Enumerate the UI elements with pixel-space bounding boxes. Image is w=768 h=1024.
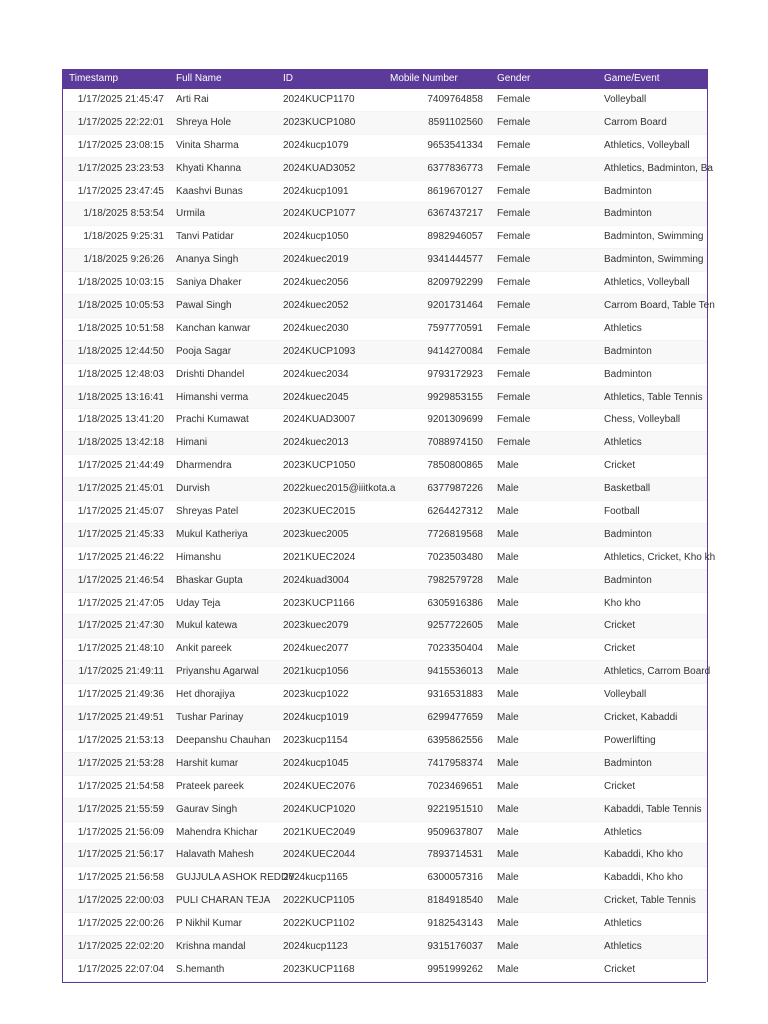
- full-name-cell: Urmila: [176, 208, 205, 220]
- game-event-cell: Kabaddi, Table Tennis: [604, 803, 702, 815]
- game-event-cell: Athletics, Badminton, Ba: [604, 162, 713, 174]
- gender-cell: Male: [497, 689, 519, 701]
- game-event-cell: Badminton: [604, 368, 652, 380]
- table-row: [63, 181, 707, 204]
- full-name-cell: Kanchan kanwar: [176, 322, 251, 334]
- mobile-number-cell: 7023503480: [427, 551, 483, 563]
- mobile-number-cell: 9182543143: [427, 918, 483, 930]
- table-row: [63, 501, 707, 524]
- table-row: [63, 822, 707, 845]
- table-row: [63, 387, 707, 410]
- timestamp-cell: 1/18/2025 10:51:58: [77, 322, 164, 334]
- table-row: [63, 707, 707, 730]
- timestamp-cell: 1/17/2025 23:23:53: [77, 162, 164, 174]
- mobile-number-cell: 9201309699: [427, 414, 483, 426]
- game-event-cell: Athletics: [604, 826, 642, 838]
- table-row: [63, 524, 707, 547]
- mobile-number-cell: 9929853155: [427, 391, 483, 403]
- timestamp-cell: 1/17/2025 21:53:13: [77, 734, 164, 746]
- gender-cell: Male: [497, 574, 519, 586]
- table-row: [63, 867, 707, 890]
- game-event-cell: Badminton: [604, 574, 652, 586]
- game-event-cell: Badminton, Swimming: [604, 231, 704, 243]
- mobile-number-cell: 7417958374: [427, 757, 483, 769]
- id-cell: 2024kucp1019: [283, 712, 349, 724]
- gender-cell: Male: [497, 666, 519, 678]
- timestamp-cell: 1/17/2025 21:44:49: [77, 460, 164, 472]
- gender-cell: Male: [497, 780, 519, 792]
- gender-cell: Male: [497, 826, 519, 838]
- timestamp-cell: 1/18/2025 10:05:53: [77, 300, 164, 312]
- id-cell: 2023KUCP1168: [283, 963, 355, 975]
- full-name-cell: Priyanshu Agarwal: [176, 666, 259, 678]
- gender-cell: Male: [497, 597, 519, 609]
- timestamp-cell: 1/17/2025 23:08:15: [77, 139, 164, 151]
- mobile-number-cell: 9509637807: [427, 826, 483, 838]
- id-cell: 2024KUAD3052: [283, 162, 356, 174]
- header-gender: Gender: [497, 73, 531, 84]
- full-name-cell: Krishna mandal: [176, 940, 246, 952]
- mobile-number-cell: 8209792299: [427, 277, 483, 289]
- id-cell: 2022KUCP1105: [283, 895, 355, 907]
- full-name-cell: Saniya Dhaker: [176, 277, 242, 289]
- full-name-cell: Durvish: [176, 483, 210, 495]
- id-cell: 2024kuec2034: [283, 368, 349, 380]
- table-row: [63, 799, 707, 822]
- gender-cell: Male: [497, 643, 519, 655]
- table-row: [63, 432, 707, 455]
- id-cell: 2024kuec2045: [283, 391, 349, 403]
- full-name-cell: Mukul katewa: [176, 620, 238, 632]
- id-cell: 2021KUEC2049: [283, 826, 356, 838]
- timestamp-cell: 1/18/2025 13:42:18: [77, 437, 164, 449]
- game-event-cell: Badminton, Swimming: [604, 254, 704, 266]
- id-cell: 2024kucp1050: [283, 231, 349, 243]
- id-cell: 2021KUEC2024: [283, 551, 356, 563]
- id-cell: 2023KUCP1166: [283, 597, 355, 609]
- game-event-cell: Cricket: [604, 780, 636, 792]
- mobile-number-cell: 9221951510: [427, 803, 483, 815]
- mobile-number-cell: 7893714531: [427, 849, 483, 861]
- header-id: ID: [283, 73, 293, 84]
- game-event-cell: Athletics, Table Tennis: [604, 391, 703, 403]
- game-event-cell: Cricket: [604, 963, 636, 975]
- game-event-cell: Kabaddi, Kho kho: [604, 849, 683, 861]
- game-event-cell: Athletics: [604, 437, 642, 449]
- gender-cell: Male: [497, 872, 519, 884]
- table-row: [63, 409, 707, 432]
- game-event-cell: Athletics, Volleyball: [604, 139, 690, 151]
- table-row: [63, 890, 707, 913]
- game-event-cell: Basketball: [604, 483, 651, 495]
- id-cell: 2024KUCP1077: [283, 208, 356, 220]
- game-event-cell: Athletics, Volleyball: [604, 277, 690, 289]
- full-name-cell: GUJJULA ASHOK REDDY: [176, 872, 295, 884]
- mobile-number-cell: 6377836773: [427, 162, 483, 174]
- timestamp-cell: 1/17/2025 22:00:26: [77, 918, 164, 930]
- full-name-cell: Prachi Kumawat: [176, 414, 249, 426]
- table-header: [63, 69, 707, 89]
- full-name-cell: Khyati Khanna: [176, 162, 242, 174]
- mobile-number-cell: 9653541334: [427, 139, 483, 151]
- table-body: [63, 89, 716, 982]
- table-row: [63, 684, 707, 707]
- id-cell: 2024kucp1123: [283, 940, 348, 952]
- game-event-cell: Badminton: [604, 528, 652, 540]
- table-row: [63, 295, 715, 318]
- gender-cell: Male: [497, 460, 519, 472]
- timestamp-cell: 1/17/2025 22:22:01: [77, 116, 164, 128]
- full-name-cell: Mahendra Khichar: [176, 826, 258, 838]
- game-event-cell: Athletics, Cricket, Kho kh: [604, 551, 716, 563]
- table-row: [63, 593, 707, 616]
- timestamp-cell: 1/18/2025 13:41:20: [77, 414, 164, 426]
- timestamp-cell: 1/17/2025 21:54:58: [77, 780, 164, 792]
- timestamp-cell: 1/18/2025 12:48:03: [77, 368, 164, 380]
- table-bottom-border: [62, 982, 706, 983]
- table-row: [63, 341, 707, 364]
- id-cell: 2023KUCP1050: [283, 460, 356, 472]
- mobile-number-cell: 9341444577: [427, 254, 483, 266]
- timestamp-cell: 1/17/2025 21:49:36: [77, 689, 164, 701]
- table-row: [63, 753, 707, 776]
- table-row: [63, 844, 707, 867]
- gender-cell: Male: [497, 757, 519, 769]
- game-event-cell: Volleyball: [604, 94, 647, 105]
- game-event-cell: Kabaddi, Kho kho: [604, 872, 683, 884]
- gender-cell: Male: [497, 803, 519, 815]
- game-event-cell: Cricket, Kabaddi: [604, 712, 678, 724]
- timestamp-cell: 1/17/2025 22:02:20: [77, 940, 164, 952]
- id-cell: 2024kuad3004: [283, 574, 350, 586]
- table-row: [63, 638, 707, 661]
- full-name-cell: Shreya Hole: [176, 116, 232, 128]
- registration-sheet: [62, 69, 716, 982]
- timestamp-cell: 1/17/2025 21:45:47: [77, 94, 164, 105]
- mobile-number-cell: 6264427312: [427, 506, 483, 518]
- gender-cell: Male: [497, 849, 519, 861]
- full-name-cell: Prateek pareek: [176, 780, 244, 792]
- id-cell: 2023kucp1022: [283, 689, 349, 701]
- table-row: [63, 661, 711, 684]
- full-name-cell: Himanshu: [176, 551, 222, 563]
- id-cell: 2024KUCP1020: [283, 803, 356, 815]
- gender-cell: Male: [497, 963, 519, 975]
- gender-cell: Male: [497, 918, 519, 930]
- mobile-number-cell: 8619670127: [427, 185, 483, 197]
- game-event-cell: Cricket: [604, 620, 636, 632]
- id-cell: 2022kuec2015@iiitkota.a: [283, 483, 396, 495]
- full-name-cell: Shreyas Patel: [176, 506, 239, 518]
- gender-cell: Female: [497, 185, 531, 197]
- table-row: [63, 730, 707, 753]
- game-event-cell: Cricket: [604, 643, 636, 655]
- table-row: [63, 570, 707, 593]
- full-name-cell: Himani: [176, 437, 208, 449]
- mobile-number-cell: 6367437217: [427, 208, 483, 220]
- full-name-cell: PULI CHARAN TEJA: [176, 895, 271, 907]
- mobile-number-cell: 9951999262: [427, 963, 483, 975]
- full-name-cell: Tanvi Patidar: [176, 231, 234, 243]
- timestamp-cell: 1/17/2025 21:47:30: [77, 620, 164, 632]
- game-event-cell: Athletics: [604, 918, 642, 930]
- timestamp-cell: 1/17/2025 21:49:11: [78, 666, 164, 678]
- game-event-cell: Badminton: [604, 345, 652, 357]
- mobile-number-cell: 6377987226: [427, 483, 483, 495]
- gender-cell: Male: [497, 712, 519, 724]
- table-row: [63, 364, 707, 387]
- game-event-cell: Cricket: [604, 460, 636, 472]
- id-cell: 2024kuec2052: [283, 300, 349, 312]
- full-name-cell: Uday Teja: [176, 597, 221, 609]
- header-game-event: Game/Event: [604, 73, 660, 84]
- timestamp-cell: 1/17/2025 21:45:33: [77, 528, 164, 540]
- game-event-cell: Athletics, Carrom Board: [604, 666, 711, 678]
- id-cell: 2022KUCP1102: [283, 918, 355, 930]
- table-row: [63, 158, 713, 181]
- header-timestamp: Timestamp: [69, 73, 119, 84]
- mobile-number-cell: 6299477659: [427, 712, 483, 724]
- id-cell: 2023kucp1154: [283, 734, 348, 746]
- timestamp-cell: 1/17/2025 21:45:01: [77, 483, 164, 495]
- timestamp-cell: 1/17/2025 22:07:04: [77, 963, 164, 975]
- id-cell: 2024kuec2030: [283, 322, 349, 334]
- id-cell: 2024kucp1165: [283, 872, 348, 884]
- gender-cell: Male: [497, 895, 519, 907]
- full-name-cell: Kaashvi Bunas: [176, 185, 243, 197]
- gender-cell: Female: [497, 345, 531, 357]
- mobile-number-cell: 7982579728: [427, 574, 483, 586]
- gender-cell: Female: [497, 391, 531, 403]
- timestamp-cell: 1/17/2025 21:46:22: [77, 551, 164, 563]
- id-cell: 2024KUCP1093: [283, 345, 356, 357]
- mobile-number-cell: 8982946057: [427, 231, 483, 243]
- game-event-cell: Carrom Board, Table Ten: [604, 300, 715, 312]
- game-event-cell: Volleyball: [604, 689, 647, 701]
- game-event-cell: Football: [604, 506, 640, 518]
- gender-cell: Male: [497, 528, 519, 540]
- game-event-cell: Badminton: [604, 757, 652, 769]
- mobile-number-cell: 7597770591: [427, 322, 483, 334]
- full-name-cell: Deepanshu Chauhan: [176, 734, 271, 746]
- timestamp-cell: 1/18/2025 13:16:41: [77, 391, 164, 403]
- table-row: [63, 913, 707, 936]
- table-row: [63, 272, 707, 295]
- full-name-cell: P Nikhil Kumar: [176, 918, 242, 930]
- gender-cell: Female: [497, 162, 531, 174]
- id-cell: 2024kucp1079: [283, 139, 349, 151]
- timestamp-cell: 1/17/2025 21:56:09: [77, 826, 164, 838]
- mobile-number-cell: 7409764858: [427, 94, 483, 105]
- mobile-number-cell: 7726819568: [427, 528, 483, 540]
- mobile-number-cell: 6305916386: [427, 597, 483, 609]
- game-event-cell: Badminton: [604, 185, 652, 197]
- gender-cell: Male: [497, 551, 519, 563]
- game-event-cell: Athletics: [604, 940, 642, 952]
- timestamp-cell: 1/18/2025 10:03:15: [77, 277, 164, 289]
- mobile-number-cell: 9316531883: [427, 689, 483, 701]
- table-row: [63, 112, 707, 135]
- gender-cell: Male: [497, 734, 519, 746]
- id-cell: 2024KUEC2076: [283, 780, 356, 792]
- timestamp-cell: 1/18/2025 12:44:50: [77, 345, 164, 357]
- gender-cell: Female: [497, 277, 531, 289]
- id-cell: 2024KUAD3007: [283, 414, 356, 426]
- full-name-cell: Himanshi verma: [176, 391, 249, 403]
- game-event-cell: Athletics: [604, 322, 642, 334]
- timestamp-cell: 1/17/2025 23:47:45: [77, 185, 164, 197]
- table-row: [63, 959, 707, 982]
- id-cell: 2024kuec2013: [283, 437, 349, 449]
- table-row: [63, 135, 707, 158]
- timestamp-cell: 1/17/2025 21:46:54: [77, 574, 164, 586]
- game-event-cell: Chess, Volleyball: [604, 414, 681, 426]
- id-cell: 2024kuec2019: [283, 254, 349, 266]
- table-row: [63, 936, 707, 959]
- timestamp-cell: 1/17/2025 21:56:17: [77, 849, 164, 861]
- table-row: [63, 89, 707, 112]
- header-full-name: Full Name: [176, 73, 222, 84]
- id-cell: 2023kuec2079: [283, 620, 349, 632]
- table-row: [63, 615, 707, 638]
- full-name-cell: Pooja Sagar: [176, 345, 232, 357]
- id-cell: 2023KUEC2015: [283, 506, 356, 518]
- table-row: [63, 455, 707, 478]
- gender-cell: Female: [497, 208, 531, 220]
- mobile-number-cell: 7023469651: [427, 780, 483, 792]
- full-name-cell: S.hemanth: [176, 963, 225, 975]
- mobile-number-cell: 9257722605: [427, 620, 483, 632]
- id-cell: 2024kucp1045: [283, 757, 349, 769]
- full-name-cell: Mukul Katheriya: [176, 528, 248, 540]
- mobile-number-cell: 6300057316: [427, 872, 483, 884]
- full-name-cell: Vinita Sharma: [176, 139, 239, 151]
- id-cell: 2024kuec2077: [283, 643, 349, 655]
- mobile-number-cell: 8184918540: [427, 895, 483, 907]
- full-name-cell: Pawal Singh: [176, 300, 232, 312]
- gender-cell: Female: [497, 116, 531, 128]
- gender-cell: Female: [497, 414, 531, 426]
- id-cell: 2024kucp1091: [283, 185, 349, 197]
- full-name-cell: Tushar Parinay: [176, 712, 244, 724]
- gender-cell: Female: [497, 437, 531, 449]
- mobile-number-cell: 9793172923: [427, 368, 483, 380]
- game-event-cell: Badminton: [604, 208, 652, 220]
- table-row: [63, 226, 707, 249]
- table-row: [63, 776, 707, 799]
- timestamp-cell: 1/17/2025 22:00:03: [77, 895, 164, 907]
- id-cell: 2024KUCP1170: [283, 94, 355, 105]
- gender-cell: Female: [497, 368, 531, 380]
- game-event-cell: Powerlifting: [604, 734, 656, 746]
- gender-cell: Female: [497, 254, 531, 266]
- full-name-cell: Harshit kumar: [176, 757, 239, 769]
- full-name-cell: Dharmendra: [176, 460, 232, 472]
- full-name-cell: Gaurav Singh: [176, 803, 238, 815]
- game-event-cell: Carrom Board: [604, 116, 667, 128]
- mobile-number-cell: 9414270084: [427, 345, 483, 357]
- id-cell: 2024kuec2056: [283, 277, 349, 289]
- timestamp-cell: 1/17/2025 21:53:28: [77, 757, 164, 769]
- full-name-cell: Ananya Singh: [176, 254, 239, 266]
- timestamp-cell: 1/18/2025 9:26:26: [83, 254, 164, 266]
- full-name-cell: Het dhorajiya: [176, 689, 235, 701]
- full-name-cell: Ankit pareek: [176, 643, 232, 655]
- gender-cell: Female: [497, 94, 531, 105]
- table-row: [63, 478, 707, 501]
- gender-cell: Male: [497, 506, 519, 518]
- mobile-number-cell: 8591102560: [428, 116, 483, 128]
- timestamp-cell: 1/17/2025 21:48:10: [77, 643, 164, 655]
- game-event-cell: Cricket, Table Tennis: [604, 895, 696, 907]
- timestamp-cell: 1/17/2025 21:45:07: [77, 506, 164, 518]
- gender-cell: Female: [497, 139, 531, 151]
- mobile-number-cell: 9415536013: [427, 666, 483, 678]
- gender-cell: Female: [497, 300, 531, 312]
- timestamp-cell: 1/18/2025 9:25:31: [83, 231, 164, 243]
- table-row: [63, 318, 707, 341]
- table-row: [63, 203, 707, 226]
- timestamp-cell: 1/17/2025 21:47:05: [77, 597, 164, 609]
- game-event-cell: Kho kho: [604, 597, 641, 609]
- gender-cell: Male: [497, 940, 519, 952]
- mobile-number-cell: 7088974150: [427, 437, 483, 449]
- mobile-number-cell: 7023350404: [427, 643, 483, 655]
- header-mobile-number: Mobile Number: [390, 73, 458, 84]
- table-row: [63, 249, 707, 272]
- mobile-number-cell: 7850800865: [427, 460, 483, 472]
- timestamp-cell: 1/18/2025 8:53:54: [83, 208, 164, 220]
- id-cell: 2023kuec2005: [283, 528, 349, 540]
- mobile-number-cell: 6395862556: [427, 734, 483, 746]
- gender-cell: Male: [497, 483, 519, 495]
- mobile-number-cell: 9315176037: [427, 940, 483, 952]
- full-name-cell: Arti Rai: [176, 94, 209, 105]
- mobile-number-cell: 9201731464: [427, 300, 483, 312]
- id-cell: 2024KUEC2044: [283, 849, 356, 861]
- timestamp-cell: 1/17/2025 21:49:51: [77, 712, 164, 724]
- timestamp-cell: 1/17/2025 21:55:59: [77, 803, 164, 815]
- id-cell: 2023KUCP1080: [283, 116, 356, 128]
- timestamp-cell: 1/17/2025 21:56:58: [77, 872, 164, 884]
- full-name-cell: Halavath Mahesh: [176, 849, 254, 861]
- gender-cell: Female: [497, 322, 531, 334]
- gender-cell: Female: [497, 231, 531, 243]
- full-name-cell: Drishti Dhandel: [176, 368, 245, 380]
- table-row: [63, 547, 716, 570]
- id-cell: 2021kucp1056: [283, 666, 349, 678]
- gender-cell: Male: [497, 620, 519, 632]
- full-name-cell: Bhaskar Gupta: [176, 574, 243, 586]
